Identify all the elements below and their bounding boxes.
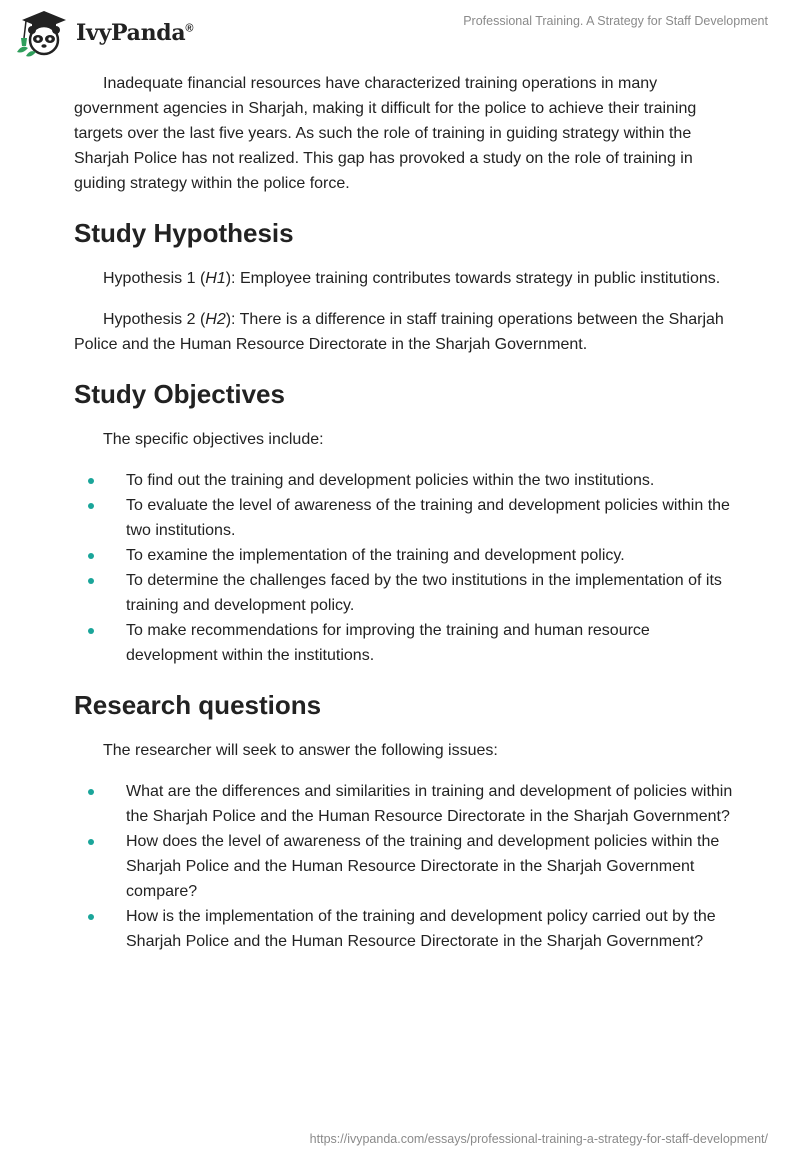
list-item: To make recommendations for improving the training and human resource development within the institutions. — [74, 618, 734, 668]
panda-graduate-icon — [14, 8, 74, 58]
page-header — [0, 0, 800, 64]
research-questions-list — [74, 779, 734, 954]
bullet-icon — [88, 789, 94, 795]
hypothesis-2-label: H2 — [205, 311, 226, 328]
hypothesis-1: Hypothesis 1 (H1): Employee training contributes towards strategy in public institutions. — [103, 270, 721, 287]
objectives-heading: Study Objectives — [74, 379, 285, 409]
bullet-icon — [88, 914, 94, 920]
research-questions-heading: Research questions — [74, 690, 322, 720]
brand-registered-mark: ® — [185, 22, 194, 35]
document-title: Professional Training. A Strategy for Staff Development — [463, 14, 768, 28]
essay-content — [74, 71, 734, 970]
list-item: To determine the challenges faced by the two institutions in the implementation of its training and development policy. — [74, 568, 734, 618]
bullet-icon — [88, 503, 94, 509]
list-item: To examine the implementation of the training and development policy. — [74, 543, 734, 568]
intro-paragraph: Inadequate financial resources have characterized training operations in many government agencies in Sharjah, making it difficult for the police to achieve their training targets over the last five years. As such the role of training in guiding strategy within the Sharjah Police has not realized. This gap has provoked a study on the role of training in guiding strategy within the police force. — [74, 75, 697, 192]
bullet-icon — [88, 628, 94, 634]
objectives-intro: The specific objectives include: — [103, 431, 324, 448]
brand-name: IvyPanda® — [76, 20, 194, 46]
list-item: To find out the training and development policies within the two institutions. — [74, 468, 734, 493]
bullet-icon — [88, 578, 94, 584]
bullet-icon — [88, 478, 94, 484]
bullet-icon — [88, 553, 94, 559]
bullet-icon — [88, 839, 94, 845]
list-item: How does the level of awareness of the training and development policies within the Sharjah Police and the Human Resource Directorate in the Sharjah Government compare? — [74, 829, 734, 904]
ivypanda-logo[interactable] — [14, 8, 193, 58]
hypothesis-2: Hypothesis 2 (H2): There is a difference in staff training operations between the Sharjah Police and the Human Resource Directorate in the Sharjah Government. — [74, 311, 724, 353]
research-questions-intro: The researcher will seek to answer the following issues: — [103, 742, 498, 759]
list-item: What are the differences and similarities in training and development of policies within the Sharjah Police and the Human Resource Directorate in the Sharjah Government? — [74, 779, 734, 829]
objectives-list — [74, 468, 734, 668]
list-item: To evaluate the level of awareness of the training and development policies within the two institutions. — [74, 493, 734, 543]
hypothesis-1-label: H1 — [205, 270, 226, 287]
hypothesis-heading: Study Hypothesis — [74, 218, 294, 248]
source-url-link[interactable]: https://ivypanda.com/essays/professional-training-a-strategy-for-staff-development/ — [309, 1132, 768, 1146]
list-item: How is the implementation of the training and development policy carried out by the Sharjah Police and the Human Resource Directorate in the Sharjah Government? — [74, 904, 734, 954]
